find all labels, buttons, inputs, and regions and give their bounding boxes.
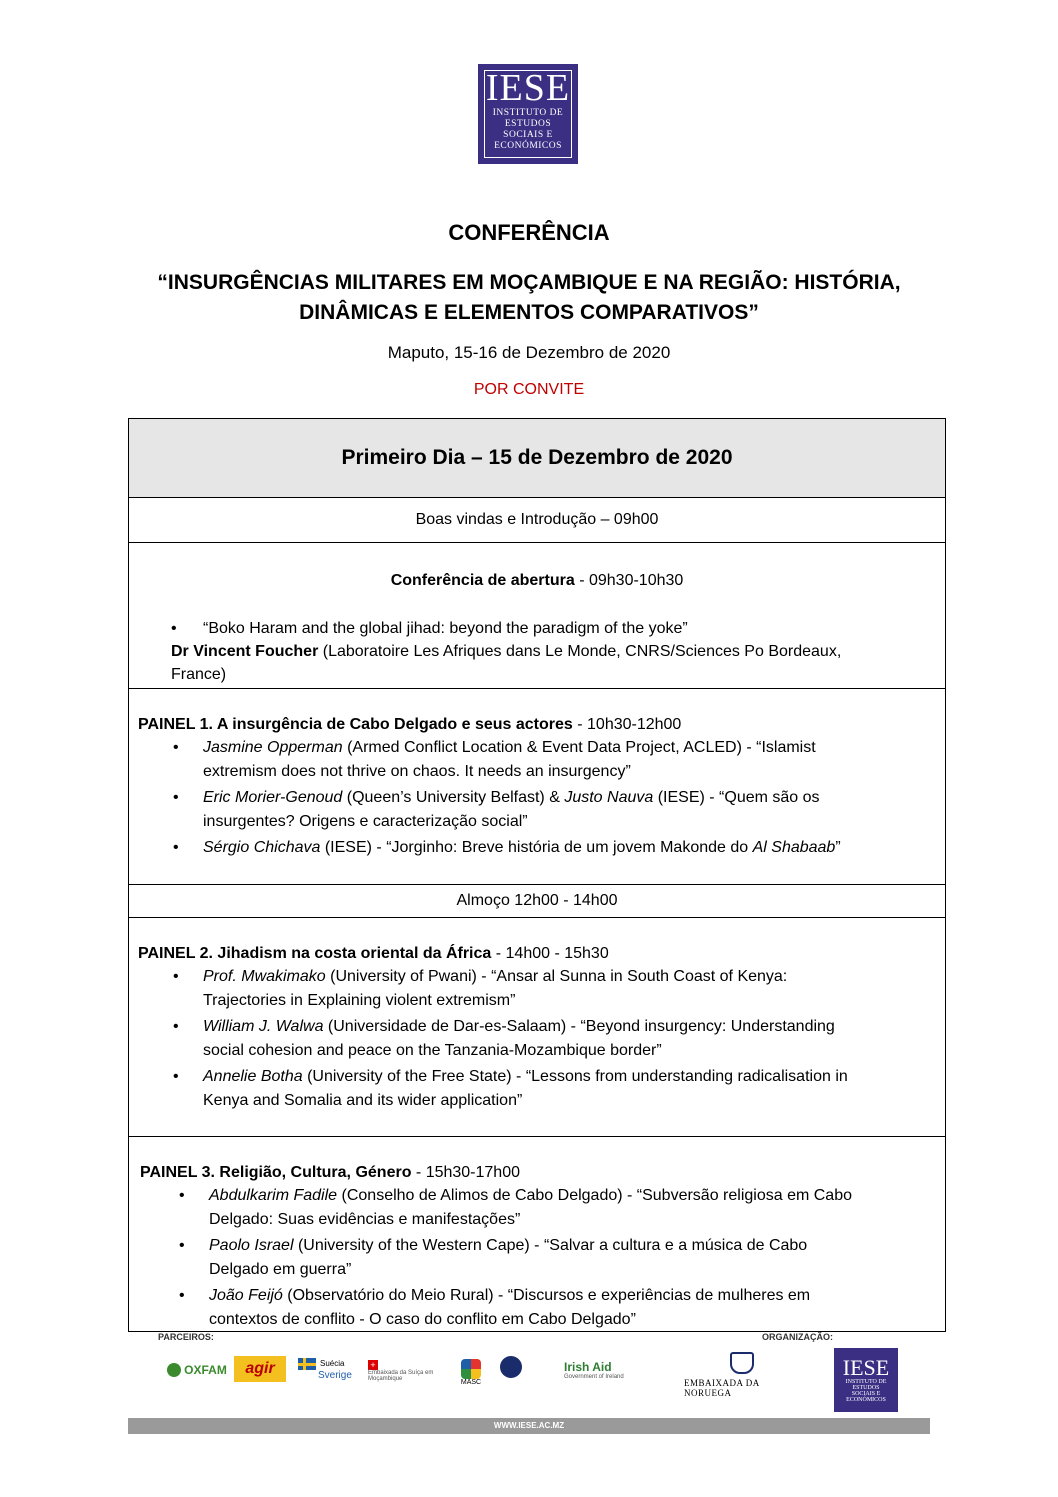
norway-embassy-logo: EMBAIXADA DA NORUEGA bbox=[684, 1352, 800, 1398]
swedish-flag-icon bbox=[298, 1358, 316, 1370]
bullet-icon: • bbox=[173, 739, 179, 756]
swiss-flag-icon: + bbox=[368, 1360, 378, 1370]
masc-icon bbox=[461, 1359, 481, 1379]
partner-logos bbox=[0, 1348, 1058, 1418]
partners-label: PARCEIROS: bbox=[158, 1332, 214, 1342]
panel1-heading bbox=[129, 713, 945, 736]
panel2-item: • Annelie Botha (University of the Free State) - “Lessons from understanding radicalisation in Kenya and Somalia and its wider application” bbox=[129, 1065, 945, 1112]
bullet-icon: • bbox=[173, 1018, 179, 1035]
panel1-time: - 10h30-12h00 bbox=[572, 716, 682, 733]
lunch-row bbox=[129, 885, 945, 918]
iese-logo bbox=[478, 64, 578, 164]
bullet-icon: • bbox=[173, 968, 179, 985]
logo-text: IESE bbox=[485, 67, 571, 109]
panel3-item: • Abdulkarim Fadile (Conselho de Alimos de Cabo Delgado) - “Subversão religiosa em Cabo Delgado: Suas evidências e manifestações” bbox=[129, 1184, 945, 1231]
globe-icon bbox=[500, 1356, 522, 1378]
panel2-title: PAINEL 2. Jihadism na costa oriental da África bbox=[138, 945, 492, 962]
norway-crest-icon bbox=[730, 1352, 754, 1374]
panel1-item: • Eric Morier-Genoud (Queen’s University Belfast) & Justo Nauva (IESE) - “Quem são os insurgentes? Origens e caracterização social” bbox=[129, 786, 945, 833]
lunch-text: Almoço 12h00 - 14h00 bbox=[456, 892, 618, 909]
title-line-1: “INSURGÊNCIAS MILITARES EM MOÇAMBIQUE E NA REGIÃO: HISTÓRIA, bbox=[157, 271, 901, 294]
panel3-title: PAINEL 3. Religião, Cultura, Género bbox=[140, 1164, 412, 1181]
conference-title bbox=[0, 268, 1058, 328]
irish-aid-logo: Irish Aid Government of Ireland bbox=[564, 1360, 624, 1380]
bullet-icon: • bbox=[173, 1068, 179, 1085]
day-title: Primeiro Dia – 15 de Dezembro de 2020 bbox=[341, 446, 733, 469]
conference-kicker: CONFERÊNCIA bbox=[448, 220, 610, 245]
sverige-logo: Suécia Sverige bbox=[298, 1354, 358, 1384]
partner-small-logo bbox=[526, 1358, 560, 1378]
panel3-item: • Paolo Israel (University of the Western Cape) - “Salvar a cultura e a música de Cabo Delgado em guerra” bbox=[129, 1234, 945, 1281]
place-date: Maputo, 15-16 de Dezembro de 2020 bbox=[387, 343, 671, 362]
bullet-icon: • bbox=[173, 839, 179, 856]
panel1-title: PAINEL 1. A insurgência de Cabo Delgado e seus actores bbox=[138, 716, 573, 733]
panel3-heading bbox=[129, 1161, 945, 1184]
swiss-logo: + Embaixada da Suíça em Moçambique bbox=[368, 1360, 434, 1382]
opening-affiliation-2: France) bbox=[171, 666, 227, 683]
organization-label: ORGANIZAÇÃO: bbox=[762, 1332, 833, 1342]
opening-talk bbox=[129, 617, 945, 686]
masc-logo: MASC bbox=[456, 1352, 486, 1392]
panel2-time: - 14h00 - 15h30 bbox=[491, 945, 609, 962]
day-header bbox=[129, 419, 945, 498]
opening-time: - 09h30-10h30 bbox=[574, 572, 684, 589]
iese-footer-logo: IESE INSTITUTO DE ESTUDOS SOCIAIS E ECONÓMICOS bbox=[834, 1348, 898, 1412]
bullet-icon: • bbox=[179, 1287, 185, 1304]
logo-line-4: ECONÓMICOS bbox=[494, 141, 562, 151]
panel2-item: • Prof. Mwakimako (University of Pwani) - “Ansar al Sunna in South Coast of Kenya: Trajectories in Explaining violent extremism” bbox=[129, 965, 945, 1012]
panel3-row bbox=[129, 1137, 945, 1331]
panel1-row bbox=[129, 689, 945, 885]
logo-line-2: ESTUDOS bbox=[504, 119, 552, 129]
panel1-item: • Sérgio Chichava (IESE) - “Jorginho: Breve história de um jovem Makonde do Al Shabaab” bbox=[129, 836, 945, 860]
opening-speaker: Dr Vincent Foucher bbox=[171, 643, 319, 660]
bullet-icon: • bbox=[171, 620, 177, 637]
opening-row bbox=[129, 543, 945, 689]
bullet-icon: • bbox=[179, 1237, 185, 1254]
panel1-item: • Jasmine Opperman (Armed Conflict Location & Event Data Project, ACLED) - “Islamist extremism does not thrive on chaos. It needs an insurgency” bbox=[129, 736, 945, 783]
panel3-item: • João Feijó (Observatório do Meio Rural) - “Discursos e experiências de mulheres em contextos de conflito - O caso do conflito em Cabo Delgado” bbox=[129, 1284, 945, 1331]
opening-heading bbox=[129, 569, 945, 592]
panel2-row bbox=[129, 918, 945, 1137]
programme-table bbox=[128, 418, 946, 1332]
invite-notice: POR CONVITE bbox=[473, 381, 585, 398]
panel2-heading bbox=[129, 942, 945, 965]
website-footer: WWW.IESE.AC.MZ bbox=[128, 1418, 930, 1434]
bullet-icon: • bbox=[179, 1187, 185, 1204]
opening-affiliation: (Laboratoire Les Afriques dans Le Monde, CNRS/Sciences Po Bordeaux, bbox=[318, 643, 842, 660]
opening-title: Conferência de abertura bbox=[390, 572, 575, 589]
logo-line-1: INSTITUTO DE bbox=[492, 108, 564, 118]
logo-line-3: SOCIAIS E bbox=[503, 130, 553, 140]
welcome-text: Boas vindas e Introdução – 09h00 bbox=[415, 511, 659, 528]
bullet-icon: • bbox=[173, 789, 179, 806]
panel3-time: - 15h30-17h00 bbox=[411, 1164, 520, 1181]
opening-talk-title: “Boko Haram and the global jihad: beyond the paradigm of the yoke” bbox=[203, 620, 688, 637]
oxfam-logo: OXFAM bbox=[164, 1358, 230, 1382]
oxfam-icon bbox=[167, 1363, 181, 1377]
agir-logo: agir bbox=[234, 1356, 286, 1382]
panel2-item: • William J. Walwa (Universidade de Dar-es-Salaam) - “Beyond insurgency: Understanding social cohesion and peace on the Tanzania-Mozambique border” bbox=[129, 1015, 945, 1062]
title-line-2: DINÂMICAS E ELEMENTOS COMPARATIVOS” bbox=[299, 301, 759, 324]
welcome-row bbox=[129, 498, 945, 543]
